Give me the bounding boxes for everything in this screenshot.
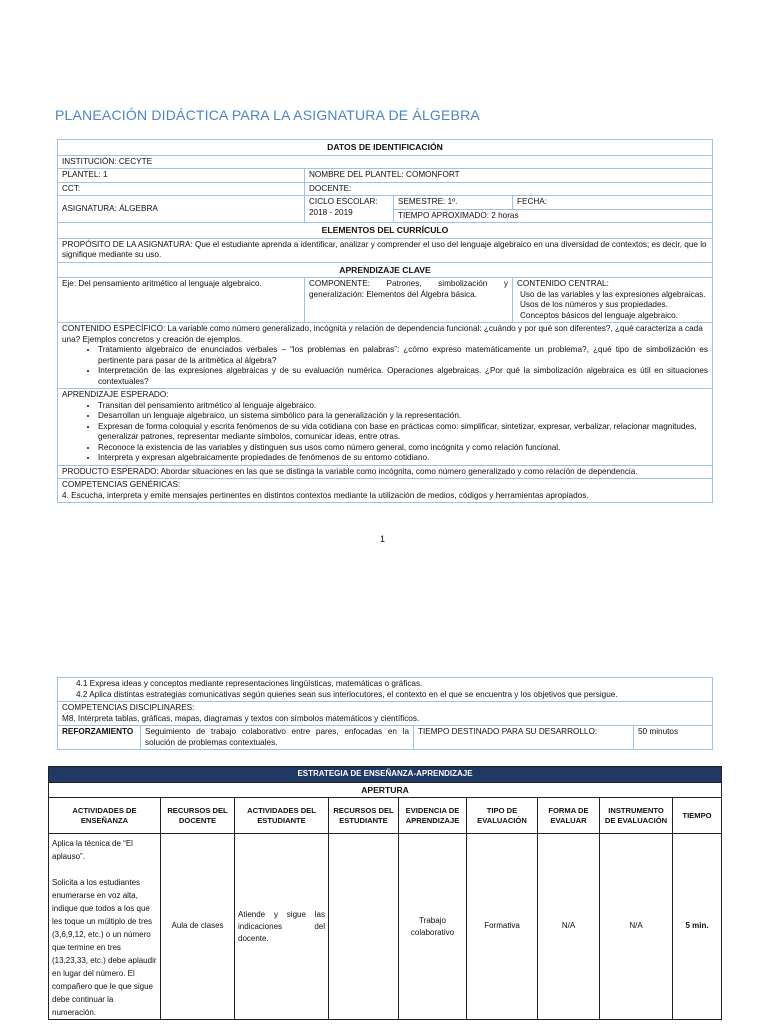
competencias-genericas-cont: 4.1 Expresa ideas y conceptos mediante representaciones lingüísticas, matemáticas o gráficas. 4.2 Aplica distintas estrategias comunicativas según quienes sean sus interlocutores, el contexto en el que se encuentra y los objetivos que persigue. [58,678,713,702]
fecha: FECHA: [513,196,713,210]
page-title: PLANEACIÓN DIDÁCTICA PARA LA ASIGNATURA DE ÁLGEBRA [55,107,480,123]
col-header: FORMA DE EVALUAR [538,798,600,834]
reforzamiento-value: Seguimiento de trabajo colaborativo entre pares, enfocadas en la solución de problemas contextuales. [141,726,414,750]
tiempo-destinado-label: TIEMPO DESTINADO PARA SU DESARROLLO: [414,726,634,750]
table-row [49,834,722,1020]
recursos-estudiante [329,834,399,1020]
contenido-central: CONTENIDO CENTRAL: Uso de las variables y las expresiones algebraicas. Usos de los números y sus propiedades. Conceptos básicos del lenguaje algebraico. [513,278,713,323]
componente: COMPONENTE: Patrones, simbolización y generalización: Elementos del Álgebra básica. [305,278,513,323]
proposito: PROPÓSITO DE LA ASIGNATURA: Que el estudiante aprenda a identificar, analizar y comprender el uso del lenguaje algebraico en una diversidad de contextos; es decir, que lo signifique mediante su uso. [58,238,713,262]
producto-esperado: PRODUCTO ESPERADO: Abordar situaciones en las que se distinga la variable como incógnita, como número generalizado y como relación de dependencia. [58,465,713,479]
tiempo-destinado-value: 50 minutos [634,726,713,750]
asignatura: ASIGNATURA: ÁLGEBRA [58,196,305,223]
col-header: INSTRUMENTO DE EVALUACIÓN [600,798,673,834]
col-header: RECURSOS DEL ESTUDIANTE [329,798,399,834]
col-header: EVIDENCIA DE APRENDIZAJE [399,798,467,834]
tipo-evaluacion: Formativa [467,834,538,1020]
aprendizaje-esperado: APRENDIZAJE ESPERADO: • Transitan del pensamiento aritmético al lenguaje algebraico. • Desarrollan un lenguaje algebraico, un sistema simbólico para la generalización y la representación. • Expresan de forma coloquial y escrita fenómenos de su vida cotidiana con base en prácticas como: simplificar, sintetizar, expresar, verbalizar, relacionar magnitudes, generalizar patrones, representar mediante símbolos, comunicar ideas, entre otras. • Reconoce la existencia de las variables y distinguen sus usos como número general, como incógnita y como relación funcional. • Interpreta y expresan algebraicamente propiedades de fenómenos de su entorno cotidiano. [58,389,713,466]
col-header: TIPO DE EVALUACIÓN [467,798,538,834]
competencias-genericas: COMPETENCIAS GENÉRICAS: 4. Escucha, interpreta y emite mensajes pertinentes en distintos contextos mediante la utilización de medios, códigos y herramientas apropiados. [58,479,713,503]
docente: DOCENTE: [305,182,713,196]
estrategia-header: ESTRATEGIA DE ENSEÑANZA-APRENDIZAJE [49,767,722,783]
page-number: 1 [380,534,386,544]
semestre: SEMESTRE: 1º. [394,196,513,210]
col-header: RECURSOS DEL DOCENTE [161,798,235,834]
competencias-table [57,677,713,750]
evidencia-aprendizaje: Trabajo colaborativo [399,834,467,1020]
nombre-plantel: NOMBRE DEL PLANTEL: COMONFORT [305,169,713,183]
identification-table [57,139,713,503]
list-item: • Expresan de forma coloquial y escrita fenómenos de su vida cotidiana con base en prácticas como: simplificar, sintetizar, expresar, verbalizar, relacionar magnitudes, generalizar patrones, representar mediante símbolos, comunicar ideas, entre otras. [98,422,708,443]
list-item: • Transitan del pensamiento aritmético al lenguaje algebraico. [98,401,708,412]
competencias-disciplinares: COMPETENCIAS DISCIPLINARES: M8. Interpreta tablas, gráficas, mapas, diagramas y textos con símbolos matemáticos y científicos. [58,702,713,726]
curriculo-header: ELEMENTOS DEL CURRÍCULO [58,223,713,239]
contenido-especifico: CONTENIDO ESPECÍFICO: La variable como número generalizado, incógnita y relación de dependencia funcional: ¿cuándo y por qué son diferentes?, ¿qué caracteriza a cada una? Ejemplos concretos y creación de ejemplos. • Tratamiento algebraico de enunciados verbales – “los problemas en palabras”: ¿cómo expreso matemáticamente un problema?, ¿qué tipo de simbolización es pertinente para pasar de la aritmética al álgebra? • Interpretación de las expresiones algebraicas y de su evaluación numérica. Operaciones algebraicas. ¿Por qué la simbolización algebraica es útil en situaciones contextuales? [58,323,713,389]
ident-header: DATOS DE IDENTIFICACIÓN [58,140,713,156]
list-item: • Reconoce la existencia de las variables y distinguen sus usos como número general, como incógnita y como relación funcional. [98,443,708,454]
plantel: PLANTEL: 1 [58,169,305,183]
tiempo-aproximado: TIEMPO APROXIMADO: 2 horas [394,209,713,223]
eje: Eje: Del pensamiento aritmético al lenguaje algebraico. [58,278,305,323]
instrumento-evaluacion: N/A [600,834,673,1020]
col-header: ACTIVIDADES DE ENSEÑANZA [49,798,161,834]
list-item: • Interpreta y expresan algebraicamente propiedades de fenómenos de su entorno cotidiano. [98,453,708,464]
actividades-ensenanza: Aplica la técnica de “El aplauso”. Solicita a los estudiantes enumerarse en voz alta, indique que todos a los que les toque un múltiplo de tres (3,6,9,12, etc.) o un número que termine en tres (13,23,33, etc.) debe aplaudir en lugar del número. El compañero que le que sigue debe continuar la numeración. [49,834,161,1020]
col-header: ACTIVIDADES DEL ESTUDIANTE [235,798,329,834]
actividades-estudiante: Atiende y sigue las indicaciones del docente. [235,834,329,1020]
list-item: • Tratamiento algebraico de enunciados verbales – “los problemas en palabras”: ¿cómo expreso matemáticamente un problema?, ¿qué tipo de simbolización es pertinente para pasar de la aritmética al álgebra? [98,345,708,366]
cct: CCT: [58,182,305,196]
forma-evaluar: N/A [538,834,600,1020]
tiempo: 5 min. [673,834,722,1020]
aprendizaje-clave-header: APRENDIZAJE CLAVE [58,262,713,278]
fase-apertura: APERTURA [49,782,722,798]
ciclo-escolar: CICLO ESCOLAR: 2018 - 2019 [305,196,394,223]
list-item: • Interpretación de las expresiones algebraicas y de su evaluación numérica. Operaciones algebraicas. ¿Por qué la simbolización algebraica es útil en situaciones contextuales? [98,366,708,387]
recursos-docente: Aula de clases [161,834,235,1020]
reforzamiento-label: REFORZAMIENTO [58,726,141,750]
col-header: TIEMPO [673,798,722,834]
estrategia-table [48,766,722,1020]
list-item: • Desarrollan un lenguaje algebraico, un sistema simbólico para la generalización y la representación. [98,411,708,422]
institucion: INSTITUCIÓN: CECYTE [58,155,713,169]
